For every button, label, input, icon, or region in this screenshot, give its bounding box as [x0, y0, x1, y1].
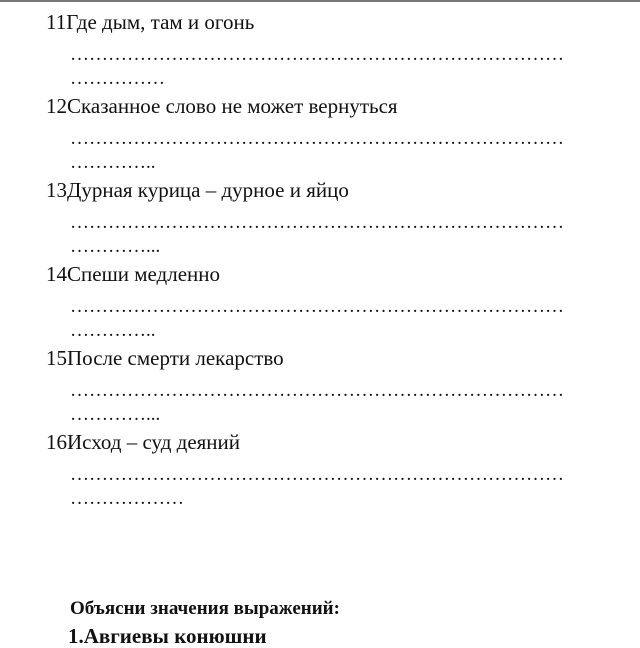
proverb-text [46, 178, 636, 202]
proverb-number: 12 [46, 94, 67, 118]
section-heading: Объясни значения выражений: [70, 598, 340, 619]
proverb-text [46, 430, 636, 454]
proverb-item-13 [46, 178, 636, 258]
proverb-phrase: Сказанное слово не может вернуться [67, 94, 398, 118]
answer-line: …………………………………………………………………… [70, 212, 564, 233]
proverb-item-11 [46, 10, 636, 90]
answer-line-continuation: …………... [70, 404, 161, 425]
answer-line: …………………………………………………………………… [70, 44, 564, 65]
proverb-phrase: Исход – суд деяний [67, 430, 241, 454]
proverb-text [46, 346, 636, 370]
proverb-phrase: Дурная курица – дурное и яйцо [67, 178, 349, 202]
proverb-item-12 [46, 94, 636, 174]
proverb-text [46, 10, 636, 34]
proverb-number: 15 [46, 346, 67, 370]
answer-line: …………………………………………………………………… [70, 464, 564, 485]
answer-line-continuation: …………… [70, 68, 165, 89]
top-rule [0, 0, 640, 2]
proverb-phrase: Где дым, там и огонь [66, 10, 255, 34]
proverb-phrase: После смерти лекарство [67, 346, 284, 370]
next-item-partial: 1.Авгиевы конюшни [68, 624, 267, 648]
answer-line: …………………………………………………………………… [70, 128, 564, 149]
answer-line-continuation: …………... [70, 236, 161, 257]
proverb-text [46, 94, 636, 118]
proverb-phrase: Спеши медленно [67, 262, 221, 286]
answer-line: …………………………………………………………………… [70, 380, 564, 401]
proverb-number: 16 [46, 430, 67, 454]
proverb-number: 11 [46, 10, 67, 34]
proverb-item-16 [46, 430, 636, 510]
answer-line-continuation: ………….. [70, 320, 156, 341]
proverb-number: 13 [46, 178, 67, 202]
answer-line-continuation: ……………… [70, 488, 184, 509]
proverb-item-14 [46, 262, 636, 342]
proverb-number: 14 [46, 262, 67, 286]
answer-line: …………………………………………………………………… [70, 296, 564, 317]
answer-line-continuation: ………….. [70, 152, 156, 173]
proverb-text [46, 262, 636, 286]
proverb-item-15 [46, 346, 636, 426]
